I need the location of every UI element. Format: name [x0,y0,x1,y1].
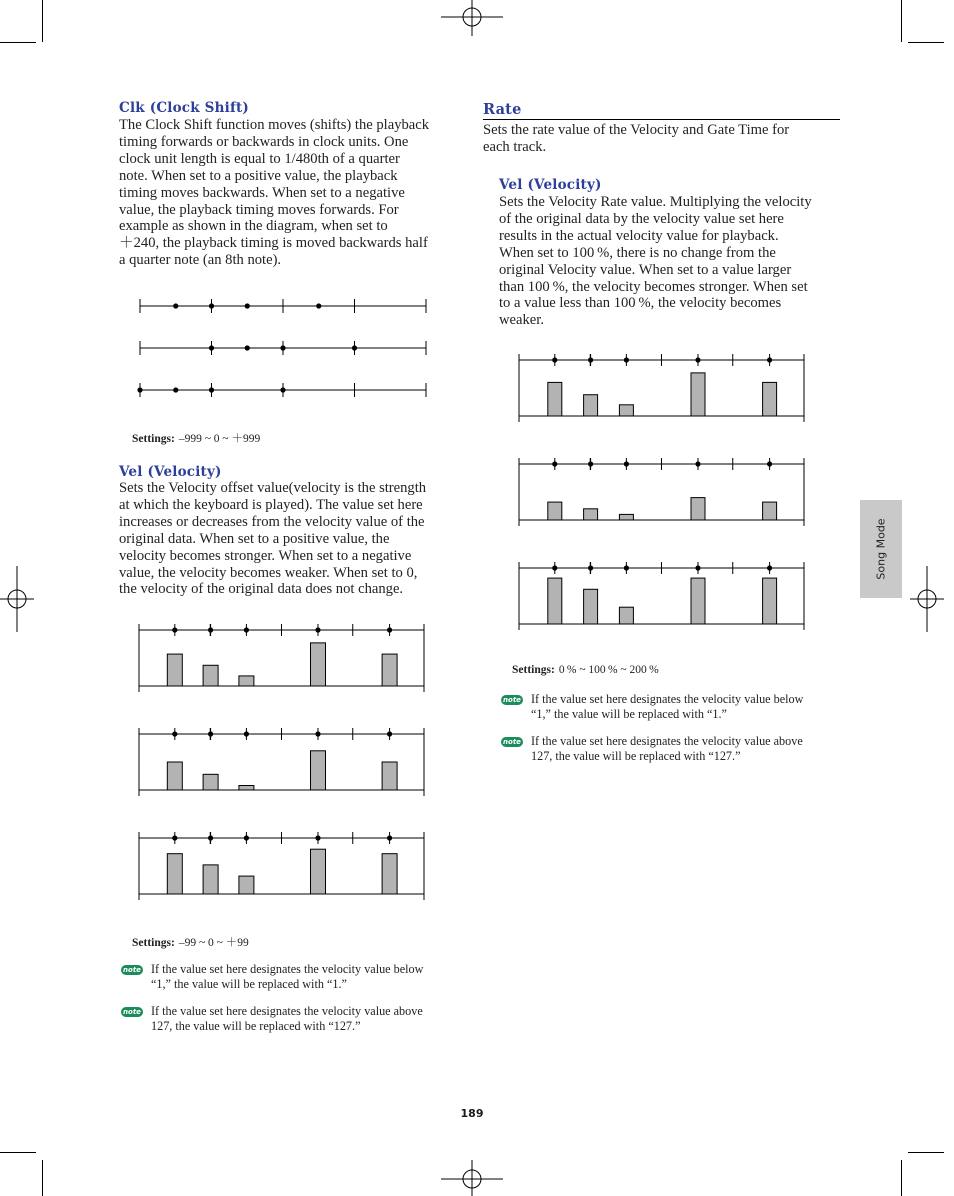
note-event-dot [245,345,250,350]
velocity-bar [167,654,182,686]
velocity-bar [548,578,562,624]
velocity-offset-settings: Settings: –99 ~ 0 ~ ＋99 [132,937,249,949]
velocity-bar [619,607,633,624]
velocity-bar [167,854,182,894]
note-event-dot [552,461,557,466]
note-event-dot [173,387,178,392]
note-event-dot [208,627,213,632]
note-event-dot [767,461,772,466]
note-event-dot [244,835,249,840]
note-event-dot [695,461,700,466]
note-event-dot [280,345,285,350]
note-event-dot [588,461,593,466]
note-event-dot [695,357,700,362]
clock-shift-description: The Clock Shift function moves (shifts) the playback timing forwards or backwards in clock units. One clock unit length is equal to 1/480th of a quarter note. When set to a positive value, the playback timing moves backwards. When set to a negative value, the playback timing moves forwards. For example as shown in the diagram, when set to ＋240, the playback timing is moved backwards half a quarter note (an 8th note). [119,117,430,269]
velocity-bar [239,786,254,790]
note-event-dot [173,303,178,308]
velocity-offset-description: Sets the Velocity offset value(velocity is the strength at which the keyboard is played). The value set here increases or decreases from the velocity value of the original data. When set to a positive value, the velocity becomes stronger. When set to a negative value, the velocity becomes weaker. When set to 0, the velocity of the original data does not change. [119,480,427,598]
note-event-dot [209,387,214,392]
note-event-dot [244,627,249,632]
note-event-dot [172,835,177,840]
velocity-bar [691,498,705,520]
note-event-dot [209,303,214,308]
clock-shift-diagram [130,290,440,405]
velocity-bar [311,751,326,790]
registration-mark-right [910,566,944,632]
note-event-dot [624,357,629,362]
velocity-bar [382,854,397,894]
note-event-dot [624,565,629,570]
note-event-dot [552,357,557,362]
note-event-dot [695,565,700,570]
registration-mark-left [0,566,34,632]
velocity-bar [584,589,598,624]
note-event-dot [352,345,357,350]
velocity-bar [203,665,218,686]
velocity-rate-settings: Settings: 0 % ~ 100 % ~ 200 % [512,664,659,676]
velocity-bar [619,514,633,520]
note-event-dot [208,835,213,840]
note-event-dot [588,565,593,570]
rate-heading-rule [483,119,840,120]
note-icon: note [501,695,523,705]
note-icon: note [501,737,523,747]
note-event-dot [245,303,250,308]
note-event-dot [137,387,142,392]
note-event-dot [387,835,392,840]
velocity-bar [203,774,218,790]
note-event-dot [767,565,772,570]
side-tab-label: Song Mode [874,518,888,580]
note-event-dot [172,627,177,632]
registration-mark-bottom [441,1160,503,1196]
velocity-offset-heading: Vel (Velocity) [119,464,222,480]
velocity-bar [548,502,562,520]
velocity-bar [239,876,254,894]
note-event-dot [624,461,629,466]
note-event-dot [209,345,214,350]
note-icon: note [121,965,143,975]
velocity-bar [311,643,326,686]
velocity-bar [203,865,218,894]
registration-mark-top [441,0,503,40]
note-event-dot [316,303,321,308]
page-number: 189 [460,1107,484,1120]
velocity-bar [382,762,397,790]
velocity-bar [548,382,562,416]
note-event-dot [315,835,320,840]
velocity-bar [311,849,326,894]
rate-heading: Rate [483,101,522,118]
note-event-dot [315,627,320,632]
velocity-rate-note-2: note If the value set here designates the velocity value above 127, the value will be replaced with “127.” [501,734,803,763]
velocity-bar [239,676,254,686]
velocity-bar [584,395,598,416]
velocity-bar [691,373,705,416]
velocity-offset-diagram [130,618,430,903]
velocity-rate-diagram [510,350,810,635]
clock-shift-settings: Settings: –999 ~ 0 ~ ＋999 [132,433,261,445]
velocity-bar [691,578,705,624]
rate-description: Sets the rate value of the Velocity and Gate Time for each track. [483,122,790,155]
velocity-bar [763,382,777,416]
note-event-dot [588,357,593,362]
velocity-bar [167,762,182,790]
note-icon: note [121,1007,143,1017]
note-event-dot [280,387,285,392]
note-event-dot [172,731,177,736]
note-event-dot [208,731,213,736]
clock-shift-heading: Clk (Clock Shift) [119,100,249,116]
velocity-bar [584,509,598,520]
velocity-rate-description: Sets the Velocity Rate value. Multiplying the velocity of the original data by the velocity value set here results in the actual velocity value for playback. When set to 100 %, there is no change from the original Velocity value. When set to a value larger than 100 %, the velocity becomes stronger. When set to a value less than 100 %, the velocity becomes weaker. [499,194,812,329]
velocity-bar [382,654,397,686]
note-event-dot [552,565,557,570]
note-event-dot [244,731,249,736]
note-event-dot [387,731,392,736]
velocity-bar [763,502,777,520]
velocity-offset-note-1: note If the value set here designates the velocity value below “1,” the value will be replaced with “1.” [121,962,423,991]
velocity-bar [619,405,633,416]
velocity-rate-note-1: note If the value set here designates the velocity value below “1,” the value will be replaced with “1.” [501,692,803,721]
note-event-dot [315,731,320,736]
note-event-dot [387,627,392,632]
velocity-offset-note-2: note If the value set here designates the velocity value above 127, the value will be replaced with “127.” [121,1004,423,1033]
note-event-dot [767,357,772,362]
section-side-tab [860,500,902,598]
velocity-rate-heading: Vel (Velocity) [499,177,602,193]
velocity-bar [763,578,777,624]
